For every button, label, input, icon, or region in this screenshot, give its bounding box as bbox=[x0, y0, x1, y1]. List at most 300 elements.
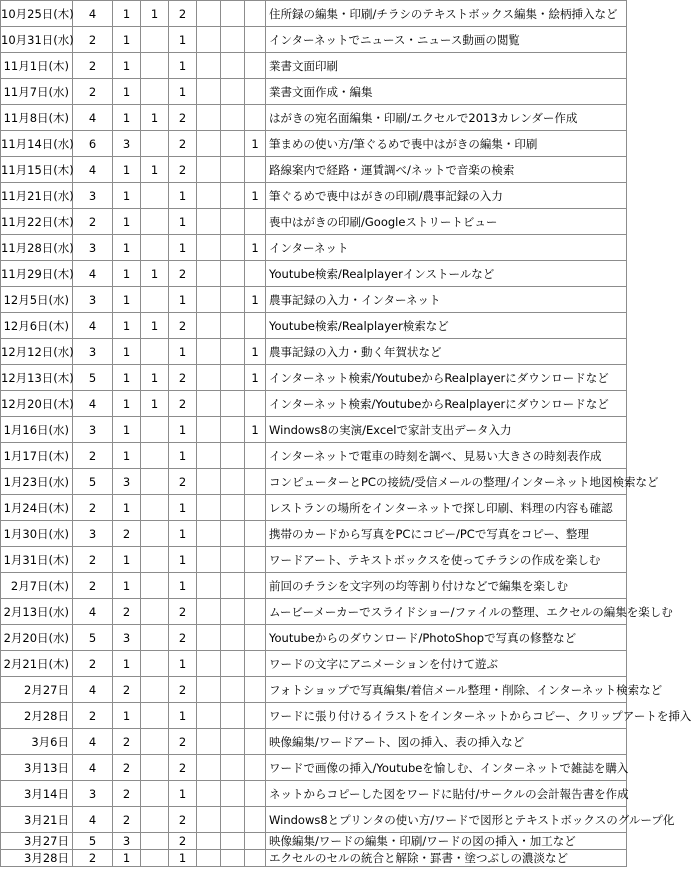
empty-cell bbox=[197, 183, 221, 209]
count-cell-4: 2 bbox=[169, 833, 197, 850]
date-cell: 12月5日(水) bbox=[1, 287, 73, 313]
count-cell-2: 3 bbox=[113, 131, 141, 157]
empty-cell bbox=[221, 27, 245, 53]
count-cell-2: 1 bbox=[113, 27, 141, 53]
count-cell-1: 3 bbox=[73, 521, 113, 547]
count-cell-5 bbox=[245, 443, 266, 469]
count-cell-5 bbox=[245, 547, 266, 573]
count-cell-5 bbox=[245, 391, 266, 417]
count-cell-4: 1 bbox=[169, 339, 197, 365]
description-cell: インターネットで電車の時刻を調べ、見易い大きさの時刻表作成 bbox=[266, 443, 627, 469]
date-cell: 2月28日 bbox=[1, 703, 73, 729]
table-row bbox=[1, 365, 627, 391]
count-cell-3 bbox=[141, 339, 169, 365]
count-cell-2: 1 bbox=[113, 105, 141, 131]
count-cell-5 bbox=[245, 469, 266, 495]
count-cell-4: 1 bbox=[169, 850, 197, 867]
date-cell: 12月12日(水) bbox=[1, 339, 73, 365]
empty-cell bbox=[197, 131, 221, 157]
count-cell-3 bbox=[141, 443, 169, 469]
count-cell-3: 1 bbox=[141, 365, 169, 391]
count-cell-5: 1 bbox=[245, 417, 266, 443]
empty-cell bbox=[221, 287, 245, 313]
description-cell: インターネットでニュース・ニュース動画の閲覧 bbox=[266, 27, 627, 53]
count-cell-1: 2 bbox=[73, 651, 113, 677]
table-row bbox=[1, 391, 627, 417]
count-cell-3: 1 bbox=[141, 313, 169, 339]
count-cell-5: 1 bbox=[245, 287, 266, 313]
count-cell-3: 1 bbox=[141, 261, 169, 287]
empty-cell bbox=[221, 79, 245, 105]
empty-cell bbox=[221, 209, 245, 235]
count-cell-2: 2 bbox=[113, 677, 141, 703]
count-cell-1: 5 bbox=[73, 365, 113, 391]
description-cell: 農事記録の入力・動く年賀状など bbox=[266, 339, 627, 365]
description-cell: ネットからコピーした図をワードに貼付/サークルの会計報告書を作成 bbox=[266, 781, 627, 807]
empty-cell bbox=[221, 157, 245, 183]
count-cell-3 bbox=[141, 27, 169, 53]
count-cell-3 bbox=[141, 495, 169, 521]
table-row bbox=[1, 755, 627, 781]
description-cell: Youtube検索/Realplayer検索など bbox=[266, 313, 627, 339]
count-cell-3 bbox=[141, 469, 169, 495]
count-cell-3 bbox=[141, 703, 169, 729]
count-cell-4: 1 bbox=[169, 235, 197, 261]
count-cell-3 bbox=[141, 79, 169, 105]
count-cell-4: 1 bbox=[169, 417, 197, 443]
count-cell-5 bbox=[245, 27, 266, 53]
count-cell-5: 1 bbox=[245, 339, 266, 365]
count-cell-3 bbox=[141, 417, 169, 443]
count-cell-4: 1 bbox=[169, 79, 197, 105]
count-cell-1: 2 bbox=[73, 209, 113, 235]
count-cell-2: 1 bbox=[113, 53, 141, 79]
empty-cell bbox=[197, 547, 221, 573]
count-cell-5 bbox=[245, 755, 266, 781]
count-cell-2: 1 bbox=[113, 313, 141, 339]
empty-cell bbox=[197, 339, 221, 365]
count-cell-2: 1 bbox=[113, 651, 141, 677]
count-cell-3 bbox=[141, 235, 169, 261]
count-cell-4: 1 bbox=[169, 781, 197, 807]
count-cell-2: 2 bbox=[113, 807, 141, 833]
count-cell-4: 2 bbox=[169, 391, 197, 417]
date-cell: 1月30日(水) bbox=[1, 521, 73, 547]
count-cell-1: 2 bbox=[73, 495, 113, 521]
description-cell: 農事記録の入力・インターネット bbox=[266, 287, 627, 313]
count-cell-4: 2 bbox=[169, 131, 197, 157]
empty-cell bbox=[197, 1, 221, 27]
count-cell-1: 2 bbox=[73, 573, 113, 599]
count-cell-5 bbox=[245, 651, 266, 677]
count-cell-3 bbox=[141, 547, 169, 573]
empty-cell bbox=[221, 625, 245, 651]
empty-cell bbox=[221, 131, 245, 157]
count-cell-4: 2 bbox=[169, 261, 197, 287]
empty-cell bbox=[221, 651, 245, 677]
count-cell-1: 2 bbox=[73, 547, 113, 573]
count-cell-5 bbox=[245, 677, 266, 703]
count-cell-5: 1 bbox=[245, 235, 266, 261]
table-row bbox=[1, 235, 627, 261]
date-cell: 1月17日(木) bbox=[1, 443, 73, 469]
count-cell-3 bbox=[141, 781, 169, 807]
description-cell: ムービーメーカーでスライドショー/ファイルの整理、エクセルの編集を楽しむ bbox=[266, 599, 627, 625]
count-cell-4: 1 bbox=[169, 547, 197, 573]
description-cell: Youtube検索/Realplayerインストールなど bbox=[266, 261, 627, 287]
count-cell-5 bbox=[245, 79, 266, 105]
empty-cell bbox=[221, 703, 245, 729]
date-cell: 2月7日(木) bbox=[1, 573, 73, 599]
count-cell-3: 1 bbox=[141, 1, 169, 27]
description-cell: 映像編集/ワードの編集・印刷/ワードの図の挿入・加工など bbox=[266, 833, 627, 850]
empty-cell bbox=[221, 547, 245, 573]
count-cell-5: 1 bbox=[245, 365, 266, 391]
count-cell-4: 2 bbox=[169, 677, 197, 703]
count-cell-5 bbox=[245, 781, 266, 807]
count-cell-3 bbox=[141, 53, 169, 79]
count-cell-5 bbox=[245, 495, 266, 521]
count-cell-2: 1 bbox=[113, 443, 141, 469]
count-cell-2: 2 bbox=[113, 599, 141, 625]
empty-cell bbox=[197, 105, 221, 131]
count-cell-2: 1 bbox=[113, 183, 141, 209]
table-row bbox=[1, 261, 627, 287]
empty-cell bbox=[197, 599, 221, 625]
table-row bbox=[1, 677, 627, 703]
count-cell-1: 4 bbox=[73, 157, 113, 183]
count-cell-4: 2 bbox=[169, 105, 197, 131]
empty-cell bbox=[221, 183, 245, 209]
table-row bbox=[1, 833, 627, 850]
empty-cell bbox=[221, 729, 245, 755]
date-cell: 2月21日(木) bbox=[1, 651, 73, 677]
count-cell-4: 1 bbox=[169, 287, 197, 313]
empty-cell bbox=[197, 729, 221, 755]
description-cell: 業書文面作成・編集 bbox=[266, 79, 627, 105]
count-cell-2: 2 bbox=[113, 781, 141, 807]
count-cell-1: 2 bbox=[73, 443, 113, 469]
description-cell: レストランの場所をインターネットで探し印刷、料理の内容も確認 bbox=[266, 495, 627, 521]
count-cell-1: 4 bbox=[73, 729, 113, 755]
date-cell: 11月15日(木) bbox=[1, 157, 73, 183]
empty-cell bbox=[221, 833, 245, 850]
count-cell-2: 1 bbox=[113, 417, 141, 443]
empty-cell bbox=[197, 703, 221, 729]
description-cell: インターネット検索/YoutubeからRealplayerにダウンロードなど bbox=[266, 391, 627, 417]
count-cell-5 bbox=[245, 833, 266, 850]
empty-cell bbox=[197, 521, 221, 547]
date-cell: 1月16日(水) bbox=[1, 417, 73, 443]
description-cell: 住所録の編集・印刷/チラシのテキストボックス編集・絵柄挿入など bbox=[266, 1, 627, 27]
empty-cell bbox=[221, 495, 245, 521]
count-cell-4: 2 bbox=[169, 157, 197, 183]
date-cell: 1月24日(木) bbox=[1, 495, 73, 521]
empty-cell bbox=[197, 53, 221, 79]
description-cell: エクセルのセルの統合と解除・罫書・塗つぶしの濃淡など bbox=[266, 850, 627, 867]
description-cell: 携帯のカードから写真をPCにコピー/PCで写真をコピー、整理 bbox=[266, 521, 627, 547]
description-cell: ワードの文字にアニメーションを付けて遊ぶ bbox=[266, 651, 627, 677]
count-cell-2: 3 bbox=[113, 469, 141, 495]
date-cell: 11月7日(水) bbox=[1, 79, 73, 105]
empty-cell bbox=[197, 235, 221, 261]
date-cell: 1月31日(木) bbox=[1, 547, 73, 573]
count-cell-2: 1 bbox=[113, 1, 141, 27]
count-cell-5: 1 bbox=[245, 183, 266, 209]
description-cell: Windows8とプリンタの使い方/ワードで図形とテキストボックスのグループ化 bbox=[266, 807, 627, 833]
date-cell: 3月14日 bbox=[1, 781, 73, 807]
count-cell-1: 2 bbox=[73, 79, 113, 105]
table-row bbox=[1, 521, 627, 547]
date-cell: 3月13日 bbox=[1, 755, 73, 781]
description-cell: Windows8の実演/Excelで家計支出データ入力 bbox=[266, 417, 627, 443]
description-cell: 映像編集/ワードアート、図の挿入、表の挿入など bbox=[266, 729, 627, 755]
table-row bbox=[1, 53, 627, 79]
count-cell-5 bbox=[245, 703, 266, 729]
date-cell: 10月31日(水) bbox=[1, 27, 73, 53]
count-cell-4: 1 bbox=[169, 27, 197, 53]
count-cell-3 bbox=[141, 573, 169, 599]
count-cell-1: 2 bbox=[73, 703, 113, 729]
empty-cell bbox=[221, 755, 245, 781]
count-cell-2: 1 bbox=[113, 79, 141, 105]
date-cell: 10月25日(木) bbox=[1, 1, 73, 27]
date-cell: 11月28日(水) bbox=[1, 235, 73, 261]
date-cell: 12月20日(木) bbox=[1, 391, 73, 417]
description-cell: 筆ぐるめで喪中はがきの印刷/農事記録の入力 bbox=[266, 183, 627, 209]
count-cell-4: 2 bbox=[169, 625, 197, 651]
empty-cell bbox=[197, 365, 221, 391]
table-row bbox=[1, 287, 627, 313]
empty-cell bbox=[221, 1, 245, 27]
count-cell-1: 4 bbox=[73, 599, 113, 625]
count-cell-1: 2 bbox=[73, 53, 113, 79]
count-cell-2: 3 bbox=[113, 833, 141, 850]
count-cell-2: 1 bbox=[113, 573, 141, 599]
count-cell-1: 4 bbox=[73, 755, 113, 781]
empty-cell bbox=[221, 599, 245, 625]
count-cell-2: 1 bbox=[113, 287, 141, 313]
count-cell-2: 1 bbox=[113, 850, 141, 867]
empty-cell bbox=[197, 755, 221, 781]
date-cell: 11月1日(木) bbox=[1, 53, 73, 79]
count-cell-4: 2 bbox=[169, 755, 197, 781]
count-cell-3 bbox=[141, 755, 169, 781]
count-cell-3 bbox=[141, 131, 169, 157]
count-cell-5 bbox=[245, 1, 266, 27]
description-cell: Youtubeからのダウンロード/PhotoShopで写真の修整など bbox=[266, 625, 627, 651]
empty-cell bbox=[197, 495, 221, 521]
count-cell-2: 1 bbox=[113, 209, 141, 235]
table-row bbox=[1, 1, 627, 27]
empty-cell bbox=[197, 209, 221, 235]
table-row bbox=[1, 27, 627, 53]
count-cell-2: 1 bbox=[113, 365, 141, 391]
empty-cell bbox=[197, 781, 221, 807]
count-cell-4: 2 bbox=[169, 807, 197, 833]
count-cell-4: 2 bbox=[169, 469, 197, 495]
description-cell: はがきの宛名面編集・印刷/エクセルで2013カレンダー作成 bbox=[266, 105, 627, 131]
empty-cell bbox=[197, 651, 221, 677]
count-cell-1: 4 bbox=[73, 1, 113, 27]
table-row bbox=[1, 313, 627, 339]
empty-cell bbox=[221, 677, 245, 703]
table-row bbox=[1, 781, 627, 807]
count-cell-2: 1 bbox=[113, 261, 141, 287]
date-cell: 2月27日 bbox=[1, 677, 73, 703]
count-cell-5 bbox=[245, 729, 266, 755]
count-cell-3 bbox=[141, 807, 169, 833]
count-cell-1: 4 bbox=[73, 105, 113, 131]
empty-cell bbox=[197, 443, 221, 469]
date-cell: 12月13日(木) bbox=[1, 365, 73, 391]
count-cell-4: 2 bbox=[169, 1, 197, 27]
count-cell-1: 4 bbox=[73, 261, 113, 287]
count-cell-1: 4 bbox=[73, 677, 113, 703]
description-cell: コンピューターとPCの接続/受信メールの整理/インターネット地図検索など bbox=[266, 469, 627, 495]
date-cell: 3月28日 bbox=[1, 850, 73, 867]
count-cell-3 bbox=[141, 677, 169, 703]
count-cell-1: 5 bbox=[73, 625, 113, 651]
table-row bbox=[1, 469, 627, 495]
date-cell: 3月6日 bbox=[1, 729, 73, 755]
count-cell-2: 3 bbox=[113, 625, 141, 651]
count-cell-1: 3 bbox=[73, 287, 113, 313]
count-cell-5: 1 bbox=[245, 131, 266, 157]
count-cell-4: 1 bbox=[169, 495, 197, 521]
count-cell-2: 1 bbox=[113, 157, 141, 183]
description-cell: 前回のチラシを文字列の均等割り付けなどで編集を楽しむ bbox=[266, 573, 627, 599]
count-cell-5 bbox=[245, 599, 266, 625]
count-cell-1: 3 bbox=[73, 235, 113, 261]
empty-cell bbox=[197, 417, 221, 443]
empty-cell bbox=[197, 287, 221, 313]
empty-cell bbox=[197, 79, 221, 105]
count-cell-4: 2 bbox=[169, 365, 197, 391]
count-cell-1: 3 bbox=[73, 339, 113, 365]
empty-cell bbox=[221, 417, 245, 443]
count-cell-3 bbox=[141, 850, 169, 867]
count-cell-4: 1 bbox=[169, 53, 197, 79]
count-cell-3 bbox=[141, 625, 169, 651]
count-cell-2: 2 bbox=[113, 521, 141, 547]
description-cell: フォトショップで写真編集/着信メール整理・削除、インターネット検索など bbox=[266, 677, 627, 703]
count-cell-3 bbox=[141, 183, 169, 209]
date-cell: 2月20日(水) bbox=[1, 625, 73, 651]
table-row bbox=[1, 183, 627, 209]
table-row bbox=[1, 625, 627, 651]
empty-cell bbox=[221, 850, 245, 867]
count-cell-2: 1 bbox=[113, 495, 141, 521]
count-cell-1: 3 bbox=[73, 183, 113, 209]
empty-cell bbox=[221, 105, 245, 131]
count-cell-5 bbox=[245, 105, 266, 131]
count-cell-3 bbox=[141, 833, 169, 850]
empty-cell bbox=[197, 807, 221, 833]
empty-cell bbox=[221, 469, 245, 495]
table-row bbox=[1, 157, 627, 183]
count-cell-3: 1 bbox=[141, 391, 169, 417]
count-cell-1: 2 bbox=[73, 850, 113, 867]
count-cell-3 bbox=[141, 209, 169, 235]
empty-cell bbox=[221, 261, 245, 287]
count-cell-4: 1 bbox=[169, 209, 197, 235]
count-cell-2: 2 bbox=[113, 755, 141, 781]
table-row bbox=[1, 443, 627, 469]
table-row bbox=[1, 417, 627, 443]
count-cell-1: 5 bbox=[73, 469, 113, 495]
empty-cell bbox=[197, 625, 221, 651]
count-cell-5 bbox=[245, 521, 266, 547]
table-row bbox=[1, 729, 627, 755]
date-cell: 3月21日 bbox=[1, 807, 73, 833]
count-cell-4: 1 bbox=[169, 703, 197, 729]
empty-cell bbox=[221, 573, 245, 599]
empty-cell bbox=[197, 27, 221, 53]
description-cell: 筆まめの使い方/筆ぐるめで喪中はがきの編集・印刷 bbox=[266, 131, 627, 157]
count-cell-2: 1 bbox=[113, 547, 141, 573]
count-cell-2: 2 bbox=[113, 729, 141, 755]
count-cell-1: 3 bbox=[73, 417, 113, 443]
empty-cell bbox=[197, 677, 221, 703]
count-cell-3 bbox=[141, 651, 169, 677]
count-cell-3: 1 bbox=[141, 105, 169, 131]
description-cell: ワードで画像の挿入/Youtubeを愉しむ、インターネットで雑誌を購入 bbox=[266, 755, 627, 781]
count-cell-4: 1 bbox=[169, 183, 197, 209]
count-cell-4: 1 bbox=[169, 443, 197, 469]
count-cell-3 bbox=[141, 521, 169, 547]
empty-cell bbox=[221, 807, 245, 833]
count-cell-4: 2 bbox=[169, 729, 197, 755]
count-cell-4: 2 bbox=[169, 599, 197, 625]
table-row bbox=[1, 339, 627, 365]
table-body bbox=[1, 1, 691, 867]
table-row bbox=[1, 573, 627, 599]
count-cell-5 bbox=[245, 313, 266, 339]
count-cell-1: 5 bbox=[73, 833, 113, 850]
empty-cell bbox=[221, 339, 245, 365]
date-cell: 12月6日(木) bbox=[1, 313, 73, 339]
empty-cell bbox=[197, 157, 221, 183]
date-cell: 11月29日(木) bbox=[1, 261, 73, 287]
count-cell-4: 2 bbox=[169, 313, 197, 339]
count-cell-5 bbox=[245, 209, 266, 235]
count-cell-1: 3 bbox=[73, 781, 113, 807]
count-cell-1: 4 bbox=[73, 391, 113, 417]
date-cell: 2月13日(水) bbox=[1, 599, 73, 625]
description-cell: ワードアート、テキストボックスを使ってチラシの作成を楽しむ bbox=[266, 547, 627, 573]
table-row bbox=[1, 79, 627, 105]
count-cell-5 bbox=[245, 53, 266, 79]
table-row bbox=[1, 850, 627, 867]
table-row bbox=[1, 105, 627, 131]
count-cell-5 bbox=[245, 157, 266, 183]
count-cell-5 bbox=[245, 261, 266, 287]
count-cell-3 bbox=[141, 599, 169, 625]
count-cell-5 bbox=[245, 625, 266, 651]
count-cell-2: 1 bbox=[113, 703, 141, 729]
empty-cell bbox=[197, 573, 221, 599]
empty-cell bbox=[197, 850, 221, 867]
table-row bbox=[1, 651, 627, 677]
table-row bbox=[1, 599, 627, 625]
description-cell: 業書文面印刷 bbox=[266, 53, 627, 79]
count-cell-1: 6 bbox=[73, 131, 113, 157]
empty-cell bbox=[221, 53, 245, 79]
table-row bbox=[1, 547, 627, 573]
date-cell: 11月14日(水) bbox=[1, 131, 73, 157]
empty-cell bbox=[221, 365, 245, 391]
